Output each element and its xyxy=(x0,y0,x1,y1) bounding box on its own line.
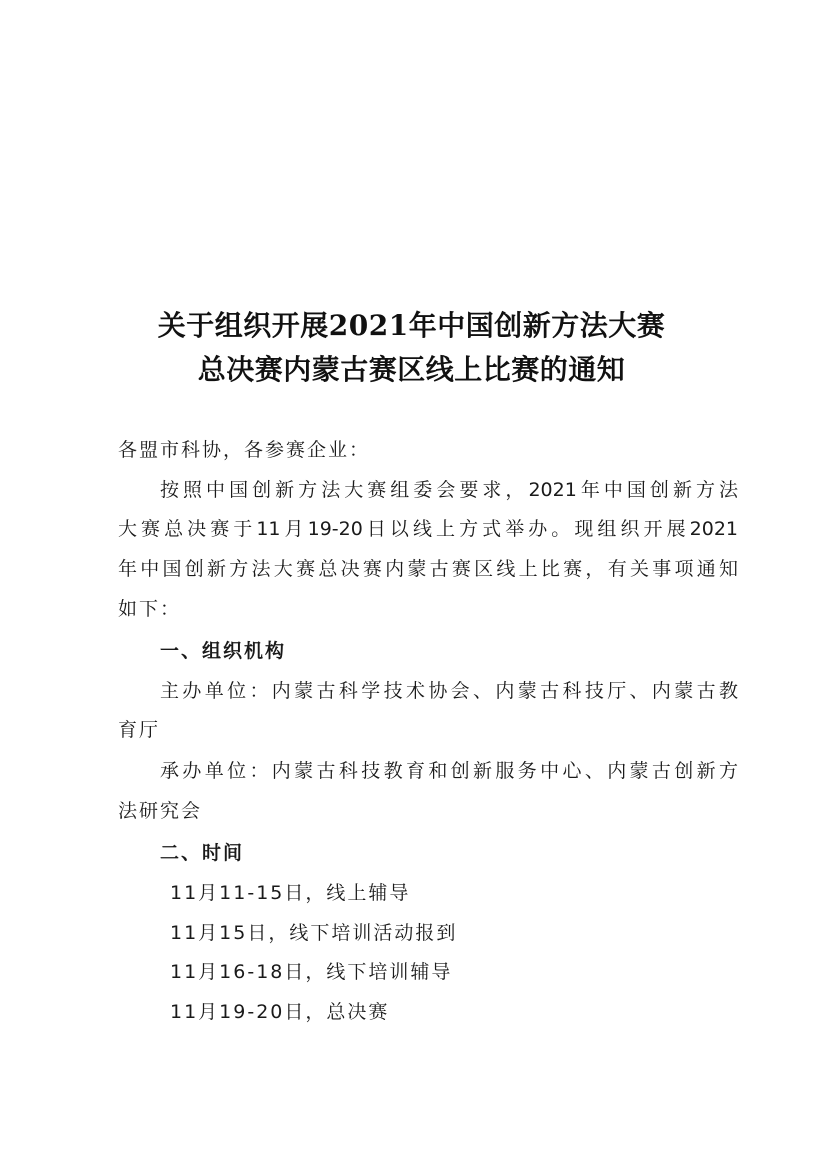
schedule-item: 11月11-15日，线上辅导 xyxy=(170,882,411,904)
host-units-line-1: 主办单位：内蒙古科学技术协会、内蒙古科技厅、内蒙古教 xyxy=(160,680,738,702)
salutation: 各盟市科协，各参赛企业： xyxy=(118,439,371,461)
intro-paragraph-line-1: 按照中国创新方法大赛组委会要求，2021年中国创新方法 xyxy=(160,479,738,501)
host-units-line-2: 育厅 xyxy=(118,719,161,741)
intro-paragraph-line-3: 年中国创新方法大赛总决赛内蒙古赛区线上比赛，有关事项通知 xyxy=(118,558,738,580)
document-title-line-1: 关于组织开展2021年中国创新方法大赛 xyxy=(157,309,666,342)
document-title-line-2: 总决赛内蒙古赛区线上比赛的通知 xyxy=(197,353,626,386)
schedule-item: 11月19-20日，总决赛 xyxy=(170,1001,390,1023)
section-heading-time: 二、时间 xyxy=(160,842,245,864)
schedule-item: 11月16-18日，线下培训辅导 xyxy=(170,961,453,983)
schedule-item: 11月15日，线下培训活动报到 xyxy=(170,922,458,944)
organizer-units-line-2: 法研究会 xyxy=(118,800,203,822)
section-heading-organization: 一、组织机构 xyxy=(160,640,287,662)
intro-paragraph-line-2: 大赛总决赛于11月19-20日以线上方式举办。现组织开展2021 xyxy=(118,518,738,540)
organizer-units-line-1: 承办单位：内蒙古科技教育和创新服务中心、内蒙古创新方 xyxy=(160,760,738,782)
intro-paragraph-line-4: 如下： xyxy=(118,598,182,620)
